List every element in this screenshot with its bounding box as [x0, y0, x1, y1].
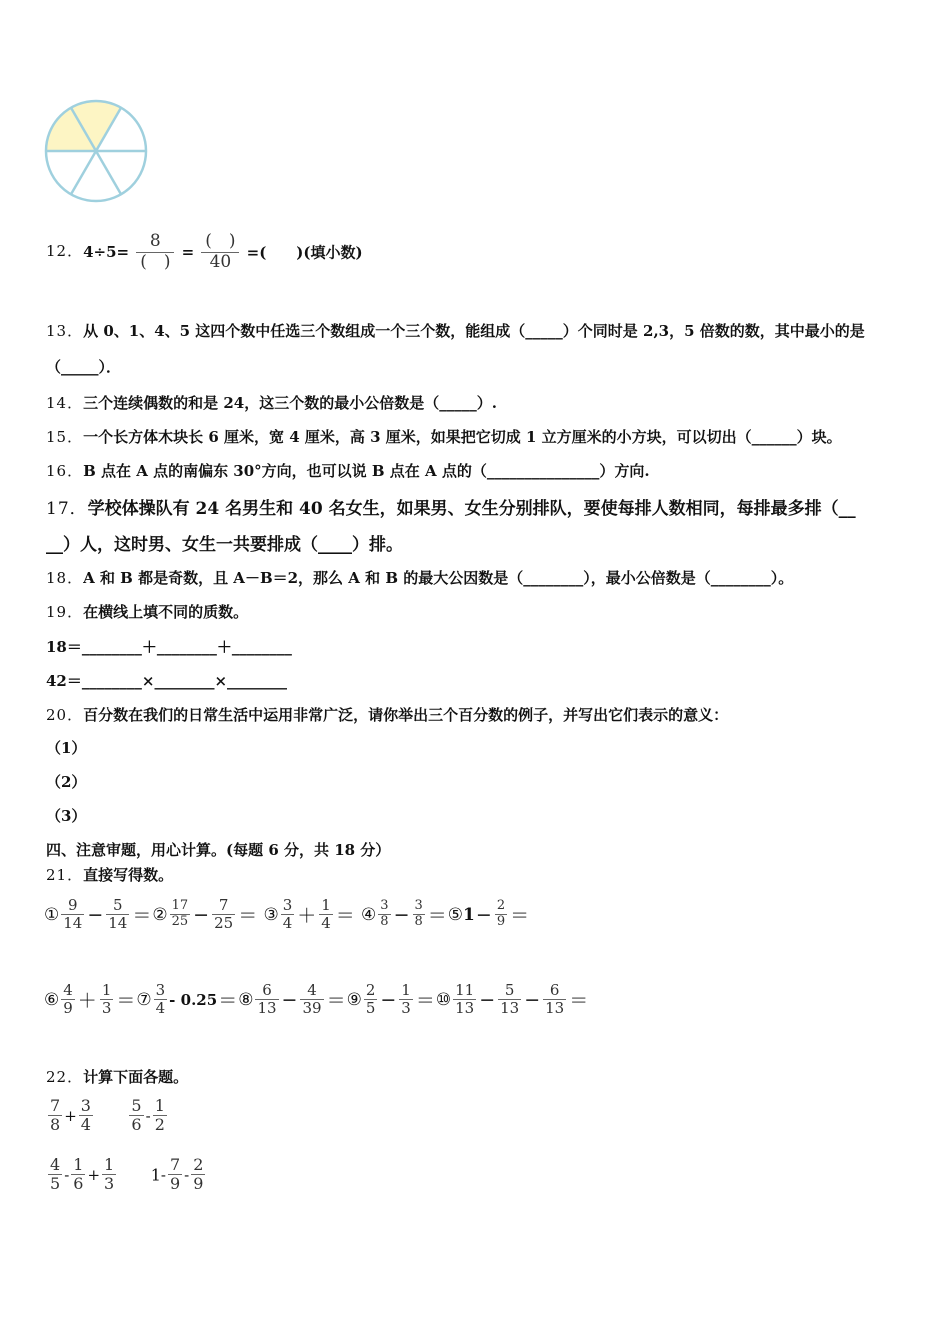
math-token: 百分数在我们的日常生活中运用非常广泛，请你举出三个百分数的例子，并写出它们表示的意义： [83, 706, 729, 724]
pie-divider-line [96, 151, 121, 194]
question-20 [46, 704, 728, 725]
math-token: ⑤ [447, 904, 464, 925]
question-19 [46, 601, 248, 622]
question-17 [46, 494, 856, 519]
math-token: 25 [214, 914, 234, 933]
math-token: 1 [101, 981, 112, 999]
math-token: - [64, 1165, 70, 1184]
math-token: 39 [302, 999, 322, 1018]
math-token: 18． [46, 569, 84, 587]
fraction [170, 899, 191, 930]
math-token: ＝ [510, 905, 530, 928]
math-token: − [393, 903, 410, 926]
fraction [129, 1097, 143, 1135]
fraction [453, 982, 476, 1018]
math-token: 学校体操队有 24 名男生和 40 名女生，如果男、女生分别排队，要使每排人数相同，每排最多排（__ [87, 499, 856, 519]
math-token: 3 [401, 999, 411, 1018]
fraction [378, 899, 390, 930]
math-token: − [380, 988, 397, 1011]
fraction [79, 1097, 93, 1135]
math-token: 17． [46, 499, 88, 519]
math-token: 8 [50, 1115, 61, 1135]
math-token: 11 [455, 981, 475, 999]
math-token: 3 [80, 1096, 91, 1115]
fraction [106, 897, 129, 933]
fraction [281, 897, 295, 933]
section-4-title: 四、注意审题，用心计算。(每题 6 分，共 18 分） [46, 841, 391, 859]
math-token: __）人，这时男、女生一共要排成（____）排。 [46, 535, 403, 555]
math-token: ＋ [77, 990, 97, 1013]
math-token: 9 [193, 1174, 204, 1194]
fraction [543, 982, 566, 1018]
pie-divider-line [71, 151, 96, 194]
question-17-cont [46, 530, 403, 555]
fraction [413, 899, 425, 930]
math-token: 1 [104, 1155, 115, 1174]
fraction [319, 897, 333, 933]
q22-row-1 [46, 1097, 169, 1135]
fraction [153, 1097, 167, 1135]
math-token: 1 [150, 1165, 161, 1185]
math-token: 4 [321, 914, 331, 933]
math-token: 5 [131, 1096, 142, 1115]
math-token: − [281, 988, 298, 1011]
math-token: 9 [63, 999, 73, 1018]
q12-lead: 4÷5= [83, 243, 130, 262]
math-token: 7 [169, 1155, 181, 1174]
fraction [48, 1097, 62, 1135]
math-token: 13 [257, 999, 277, 1018]
q21-row-2 [44, 982, 589, 1018]
fraction [100, 982, 114, 1018]
q12-fraction-1 [136, 232, 174, 272]
math-token: 直接写得数。 [83, 866, 174, 884]
math-token: 从 0、1、4、5 这四个数中任选三个数组成一个三个数，能组成（_____）个同时是 2,3，5 倍数的数，其中最小的是 [83, 322, 865, 340]
question-number: 12． [46, 242, 84, 261]
math-token: 4 [50, 1155, 61, 1174]
math-token: 一个长方体木块长 6 厘米，宽 4 厘米，高 3 厘米，如果把它切成 1 立方厘米的小方块，可以切出（______）块。 [83, 428, 842, 446]
math-token: ⑦ [136, 989, 152, 1010]
q20-item-2: （2） [46, 773, 87, 791]
math-token: 1 [73, 1155, 84, 1174]
math-token: 3 [380, 898, 389, 914]
q19-line-2: 42＝________×________×________ [46, 672, 288, 690]
math-token: - [169, 990, 176, 1009]
math-token: 14 [63, 914, 83, 933]
fraction [399, 982, 413, 1018]
math-token: B 点在 A 点的南偏东 30°方向，也可以说 B 点在 A 点的（_______________）方向. [83, 462, 650, 480]
math-token: 1 [154, 1096, 165, 1115]
math-token: ＝ [335, 905, 355, 928]
math-token: = [181, 243, 195, 262]
pie-diagram [40, 95, 152, 207]
math-token: 8 [149, 231, 161, 251]
math-token: 15． [46, 428, 84, 446]
math-token: ＋ [297, 905, 317, 928]
fraction [61, 897, 84, 933]
question-22 [46, 1066, 188, 1087]
math-token: 5 [365, 999, 376, 1018]
math-token: ② [152, 904, 168, 925]
math-token: 5 [50, 1174, 61, 1194]
math-token: 9 [169, 1174, 181, 1194]
math-token: （_____）． [46, 358, 122, 376]
fraction [102, 1156, 116, 1194]
fraction [498, 982, 521, 1018]
math-token: ( ) [136, 252, 174, 273]
math-token: 8 [380, 914, 389, 930]
math-token: ⑩ [435, 989, 452, 1010]
math-token: 22． [46, 1068, 84, 1086]
math-token: − [479, 988, 496, 1011]
math-token: 4 [155, 999, 166, 1018]
math-token: ＝ [116, 990, 136, 1013]
math-token: 4 [307, 981, 317, 999]
math-token: 6 [131, 1115, 142, 1135]
math-token: 9 [496, 914, 506, 930]
math-token: ③ [263, 904, 279, 925]
math-token: + [87, 1165, 101, 1184]
math-token: 4 [80, 1115, 91, 1135]
fraction [212, 897, 235, 933]
math-token: ④ [361, 904, 377, 925]
fraction [61, 982, 75, 1018]
math-token: ( ) [205, 231, 236, 251]
math-token: A 和 B 都是奇数，且 A－B＝2，那么 A 和 B 的最大公因数是（________），最小公倍数是（________）。 [83, 569, 794, 587]
math-token: 1 [463, 904, 475, 925]
math-token: ＝ [218, 990, 238, 1013]
question-13 [46, 320, 865, 341]
math-token: − [524, 988, 541, 1011]
fraction [154, 982, 168, 1018]
math-token: 9 [68, 896, 78, 914]
math-token: 2 [154, 1115, 165, 1135]
math-token: 4 [282, 914, 293, 933]
fraction [48, 1156, 62, 1194]
math-token: 25 [171, 914, 189, 930]
math-token: 7 [218, 896, 229, 914]
math-token: − [87, 903, 104, 926]
question-13-cont [46, 356, 121, 377]
math-token: − [193, 903, 210, 926]
math-token: 3 [101, 999, 112, 1018]
math-token: 0.25 [180, 990, 218, 1009]
fraction [364, 982, 378, 1018]
math-token: 13． [46, 322, 84, 340]
q21-row-1 [44, 897, 530, 933]
math-token: 6 [549, 981, 560, 999]
math-token: ＝ [326, 990, 346, 1013]
q20-item-1: （1） [46, 739, 87, 757]
fraction [300, 982, 323, 1018]
fraction [191, 1156, 205, 1194]
math-token: − [475, 903, 492, 926]
math-token: ＝ [415, 990, 435, 1013]
math-token: ＝ [132, 905, 152, 928]
math-token: ＝ [427, 905, 447, 928]
q12-fraction-2 [201, 232, 239, 272]
question-14 [46, 392, 497, 413]
math-token: 4 [63, 981, 73, 999]
fraction [495, 899, 507, 930]
q20-item-3: （3） [46, 807, 87, 825]
q19-line-1: 18＝________＋________＋________ [46, 638, 292, 656]
math-token: 17 [171, 898, 189, 914]
math-token: 40 [201, 252, 239, 273]
math-token: ⑨ [346, 989, 362, 1010]
math-token: ＝ [238, 905, 258, 928]
fraction [255, 982, 278, 1018]
math-token: 20． [46, 706, 84, 724]
math-token: - [160, 1165, 166, 1184]
math-token: 3 [104, 1174, 115, 1194]
math-token: 13 [500, 999, 520, 1018]
math-token: 13 [455, 999, 475, 1018]
math-token: ⑥ [44, 989, 60, 1010]
math-token: 1 [321, 896, 331, 914]
math-token: 5 [504, 981, 515, 999]
q22-row-2 [46, 1156, 207, 1194]
math-token: 2 [496, 898, 506, 914]
math-token: ＝ [569, 990, 589, 1013]
question-16 [46, 460, 650, 481]
math-token: 3 [155, 981, 166, 999]
fraction [71, 1156, 85, 1194]
fraction [168, 1156, 182, 1194]
math-token: 6 [73, 1174, 84, 1194]
math-token: - [145, 1106, 151, 1125]
question-12 [46, 232, 363, 272]
math-token: 16． [46, 462, 84, 480]
math-token: 13 [545, 999, 565, 1018]
math-token: 计算下面各题。 [83, 1068, 189, 1086]
math-token: 19． [46, 603, 84, 621]
math-token: 21． [46, 866, 84, 884]
q12-tail: =( )(填小数) [246, 243, 363, 262]
question-15 [46, 426, 842, 447]
math-token: 3 [414, 898, 423, 914]
math-token: 6 [262, 981, 272, 999]
math-token: 在横线上填不同的质数。 [83, 603, 249, 621]
math-token: 14 [108, 914, 128, 933]
math-token: 1 [401, 981, 411, 999]
math-token: 8 [414, 914, 423, 930]
math-token: ⑧ [238, 989, 254, 1010]
math-token: 2 [365, 981, 376, 999]
math-token: 5 [113, 896, 123, 914]
math-token: ① [44, 904, 60, 925]
math-token: - [184, 1165, 190, 1184]
math-token: + [64, 1106, 77, 1125]
question-21 [46, 864, 173, 885]
question-18 [46, 567, 793, 588]
math-token: 2 [193, 1155, 204, 1174]
math-token: 3 [282, 896, 293, 914]
math-token: 三个连续偶数的和是 24，这三个数的最小公倍数是（_____）. [83, 394, 497, 412]
math-token: 14． [46, 394, 84, 412]
math-token: 7 [50, 1096, 61, 1115]
